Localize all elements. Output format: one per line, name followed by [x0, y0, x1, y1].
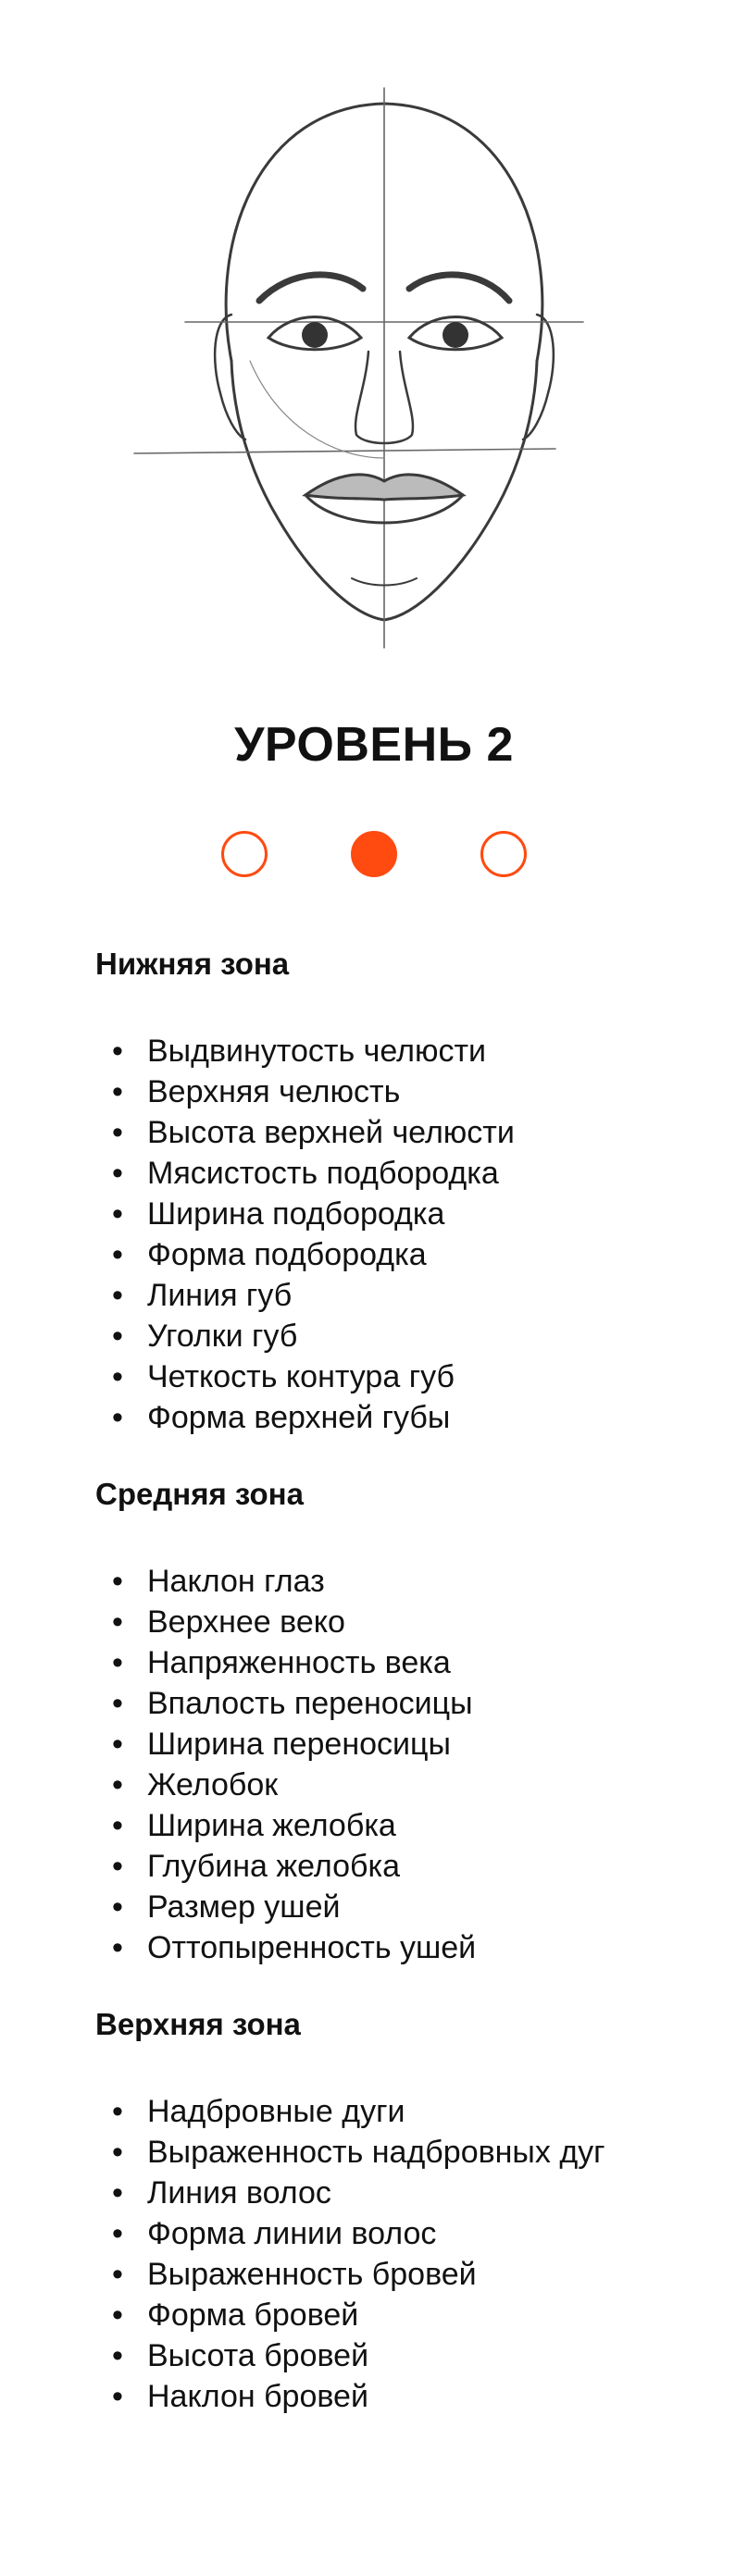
list-item: • Верхнее веко [95, 1602, 725, 1642]
list-item: • Впалость переносицы [95, 1683, 725, 1724]
list-item: • Наклон бровей [95, 2376, 725, 2417]
list-item: • Оттопыренность ушей [95, 1927, 725, 1968]
list-item: • Четкость контура губ [95, 1356, 725, 1397]
list-item: • Надбровные дуги [95, 2091, 725, 2132]
list-item: • Линия губ [95, 1275, 725, 1316]
list-item: • Высота бровей [95, 2335, 725, 2376]
list-item: • Ширина подбородка [95, 1194, 725, 1234]
list-item: • Форма подбородка [95, 1234, 725, 1275]
list-item: • Напряженность века [95, 1642, 725, 1683]
zone-title: Верхняя зона [95, 2007, 301, 2041]
list-item: • Выраженность надбровных дуг [95, 2132, 725, 2173]
face-sketch-icon [120, 83, 630, 657]
list-item: • Форма бровей [95, 2295, 725, 2335]
zone-title: Нижняя зона [95, 947, 290, 981]
level-dot-3[interactable] [480, 831, 527, 877]
zone-list [95, 2091, 725, 2417]
list-item: • Выдвинутость челюсти [95, 1031, 725, 1071]
list-item: • Высота верхней челюсти [95, 1112, 725, 1153]
zone-list [95, 1031, 725, 1438]
list-item: • Верхняя челюсть [95, 1071, 725, 1112]
list-item: • Желобок [95, 1765, 725, 1805]
zone-middle [95, 1476, 725, 1968]
list-item: • Мясистость подбородка [95, 1153, 725, 1194]
list-item: • Уголки губ [95, 1316, 725, 1356]
list-item: • Линия волос [95, 2173, 725, 2213]
list-item: • Наклон глаз [95, 1561, 725, 1602]
list-item: • Выраженность бровей [95, 2254, 725, 2295]
level-indicator [0, 831, 748, 883]
zone-list [95, 1561, 725, 1968]
list-item: • Глубина желобка [95, 1846, 725, 1887]
list-item: • Ширина переносицы [95, 1724, 725, 1765]
level-title: УРОВЕНЬ 2 [234, 718, 514, 772]
list-item: • Размер ушей [95, 1887, 725, 1927]
list-item: • Ширина желобка [95, 1805, 725, 1846]
level-dot-1[interactable] [221, 831, 268, 877]
zone-upper [95, 2006, 725, 2417]
zone-lower [95, 946, 725, 1438]
level-dot-2-active[interactable] [351, 831, 397, 877]
list-item: • Форма верхней губы [95, 1397, 725, 1438]
list-item: • Форма линии волос [95, 2213, 725, 2254]
zone-title: Средняя зона [95, 1477, 304, 1511]
